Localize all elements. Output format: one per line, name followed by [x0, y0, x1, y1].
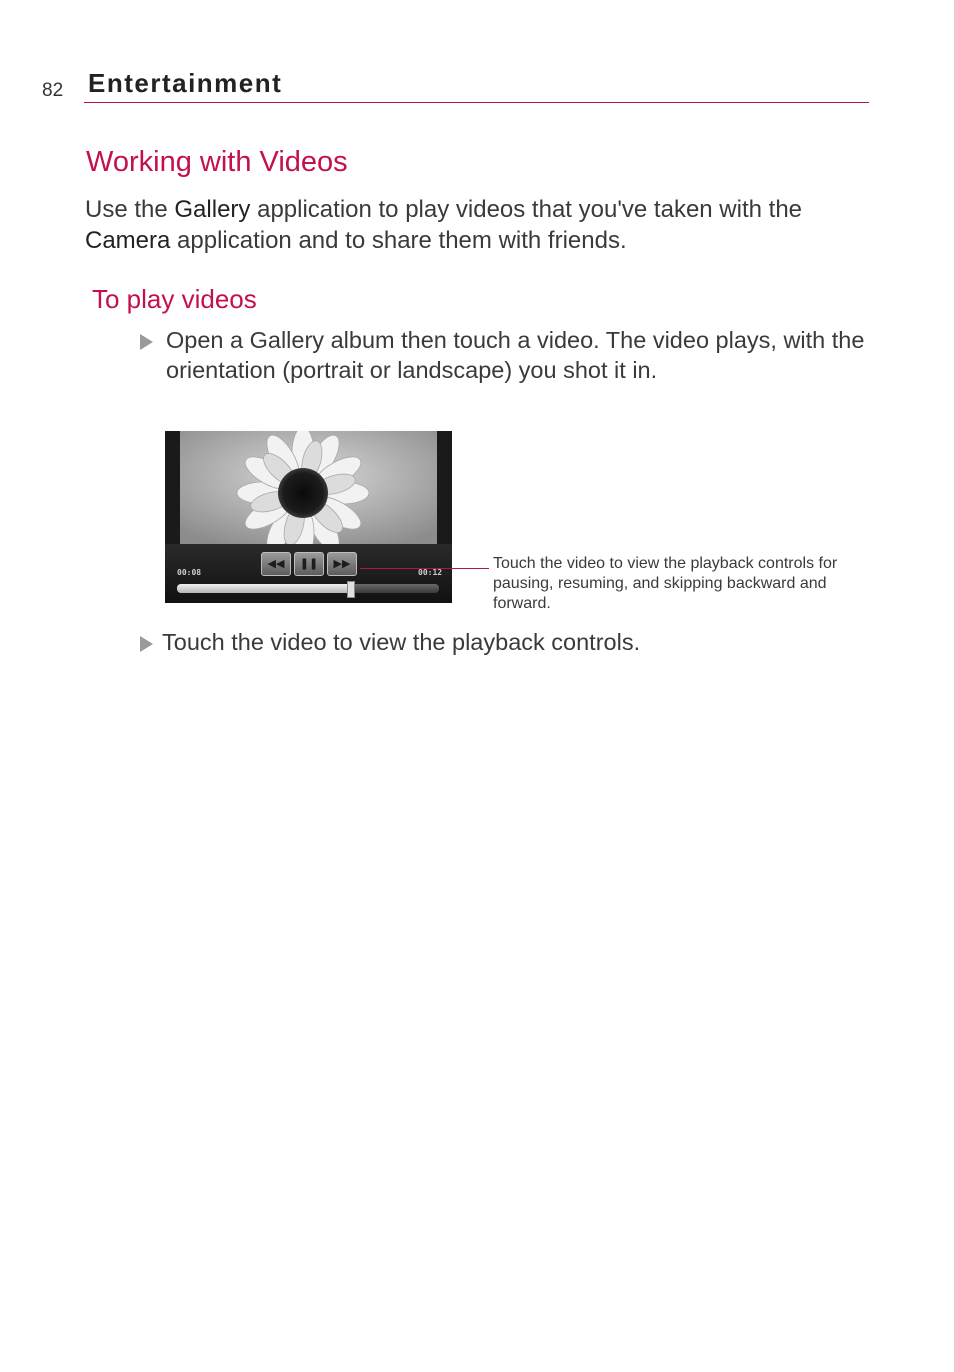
intro-paragraph: [85, 194, 885, 256]
bullet-triangle-icon: [140, 334, 153, 350]
step-item: [140, 325, 870, 385]
fast-forward-icon[interactable]: ▶▶: [327, 552, 357, 576]
seek-bar[interactable]: [177, 584, 439, 593]
pause-icon[interactable]: ❚❚: [294, 552, 324, 576]
step-text: Touch the video to view the playback controls.: [162, 629, 641, 655]
seek-progress: [177, 584, 350, 593]
seek-thumb[interactable]: [347, 581, 355, 598]
page-heading: Working with Videos: [86, 146, 348, 178]
intro-text: application and to share them with friends.: [170, 227, 627, 254]
video-player-screenshot: [165, 431, 452, 603]
page-number: 82: [42, 80, 64, 101]
elapsed-time: 00:08: [177, 568, 202, 577]
rewind-icon[interactable]: ◀◀: [261, 552, 291, 576]
callout-leader-line: [360, 568, 489, 569]
step-text: Open a Gallery album then touch a video. The video plays, with the orientation (portrait or landscape) you shot it in.: [166, 327, 865, 383]
intro-text: application to play videos that you've taken with the: [250, 196, 803, 223]
header-rule: [84, 102, 869, 103]
total-time: 00:12: [418, 568, 443, 577]
section-title: Entertainment: [88, 68, 283, 98]
camera-app-name: Camera: [85, 227, 171, 254]
playback-controls-bar: [165, 544, 452, 603]
bullet-triangle-icon: [140, 636, 153, 652]
step-item: [140, 627, 870, 657]
intro-text: Use the: [85, 196, 175, 223]
gallery-app-name: Gallery: [174, 196, 251, 223]
sunflower-video-frame: [180, 431, 437, 544]
callout-text: Touch the video to view the playback controls for pausing, resuming, and skipping backward and forward.: [493, 555, 838, 612]
subheading: To play videos: [92, 284, 257, 314]
